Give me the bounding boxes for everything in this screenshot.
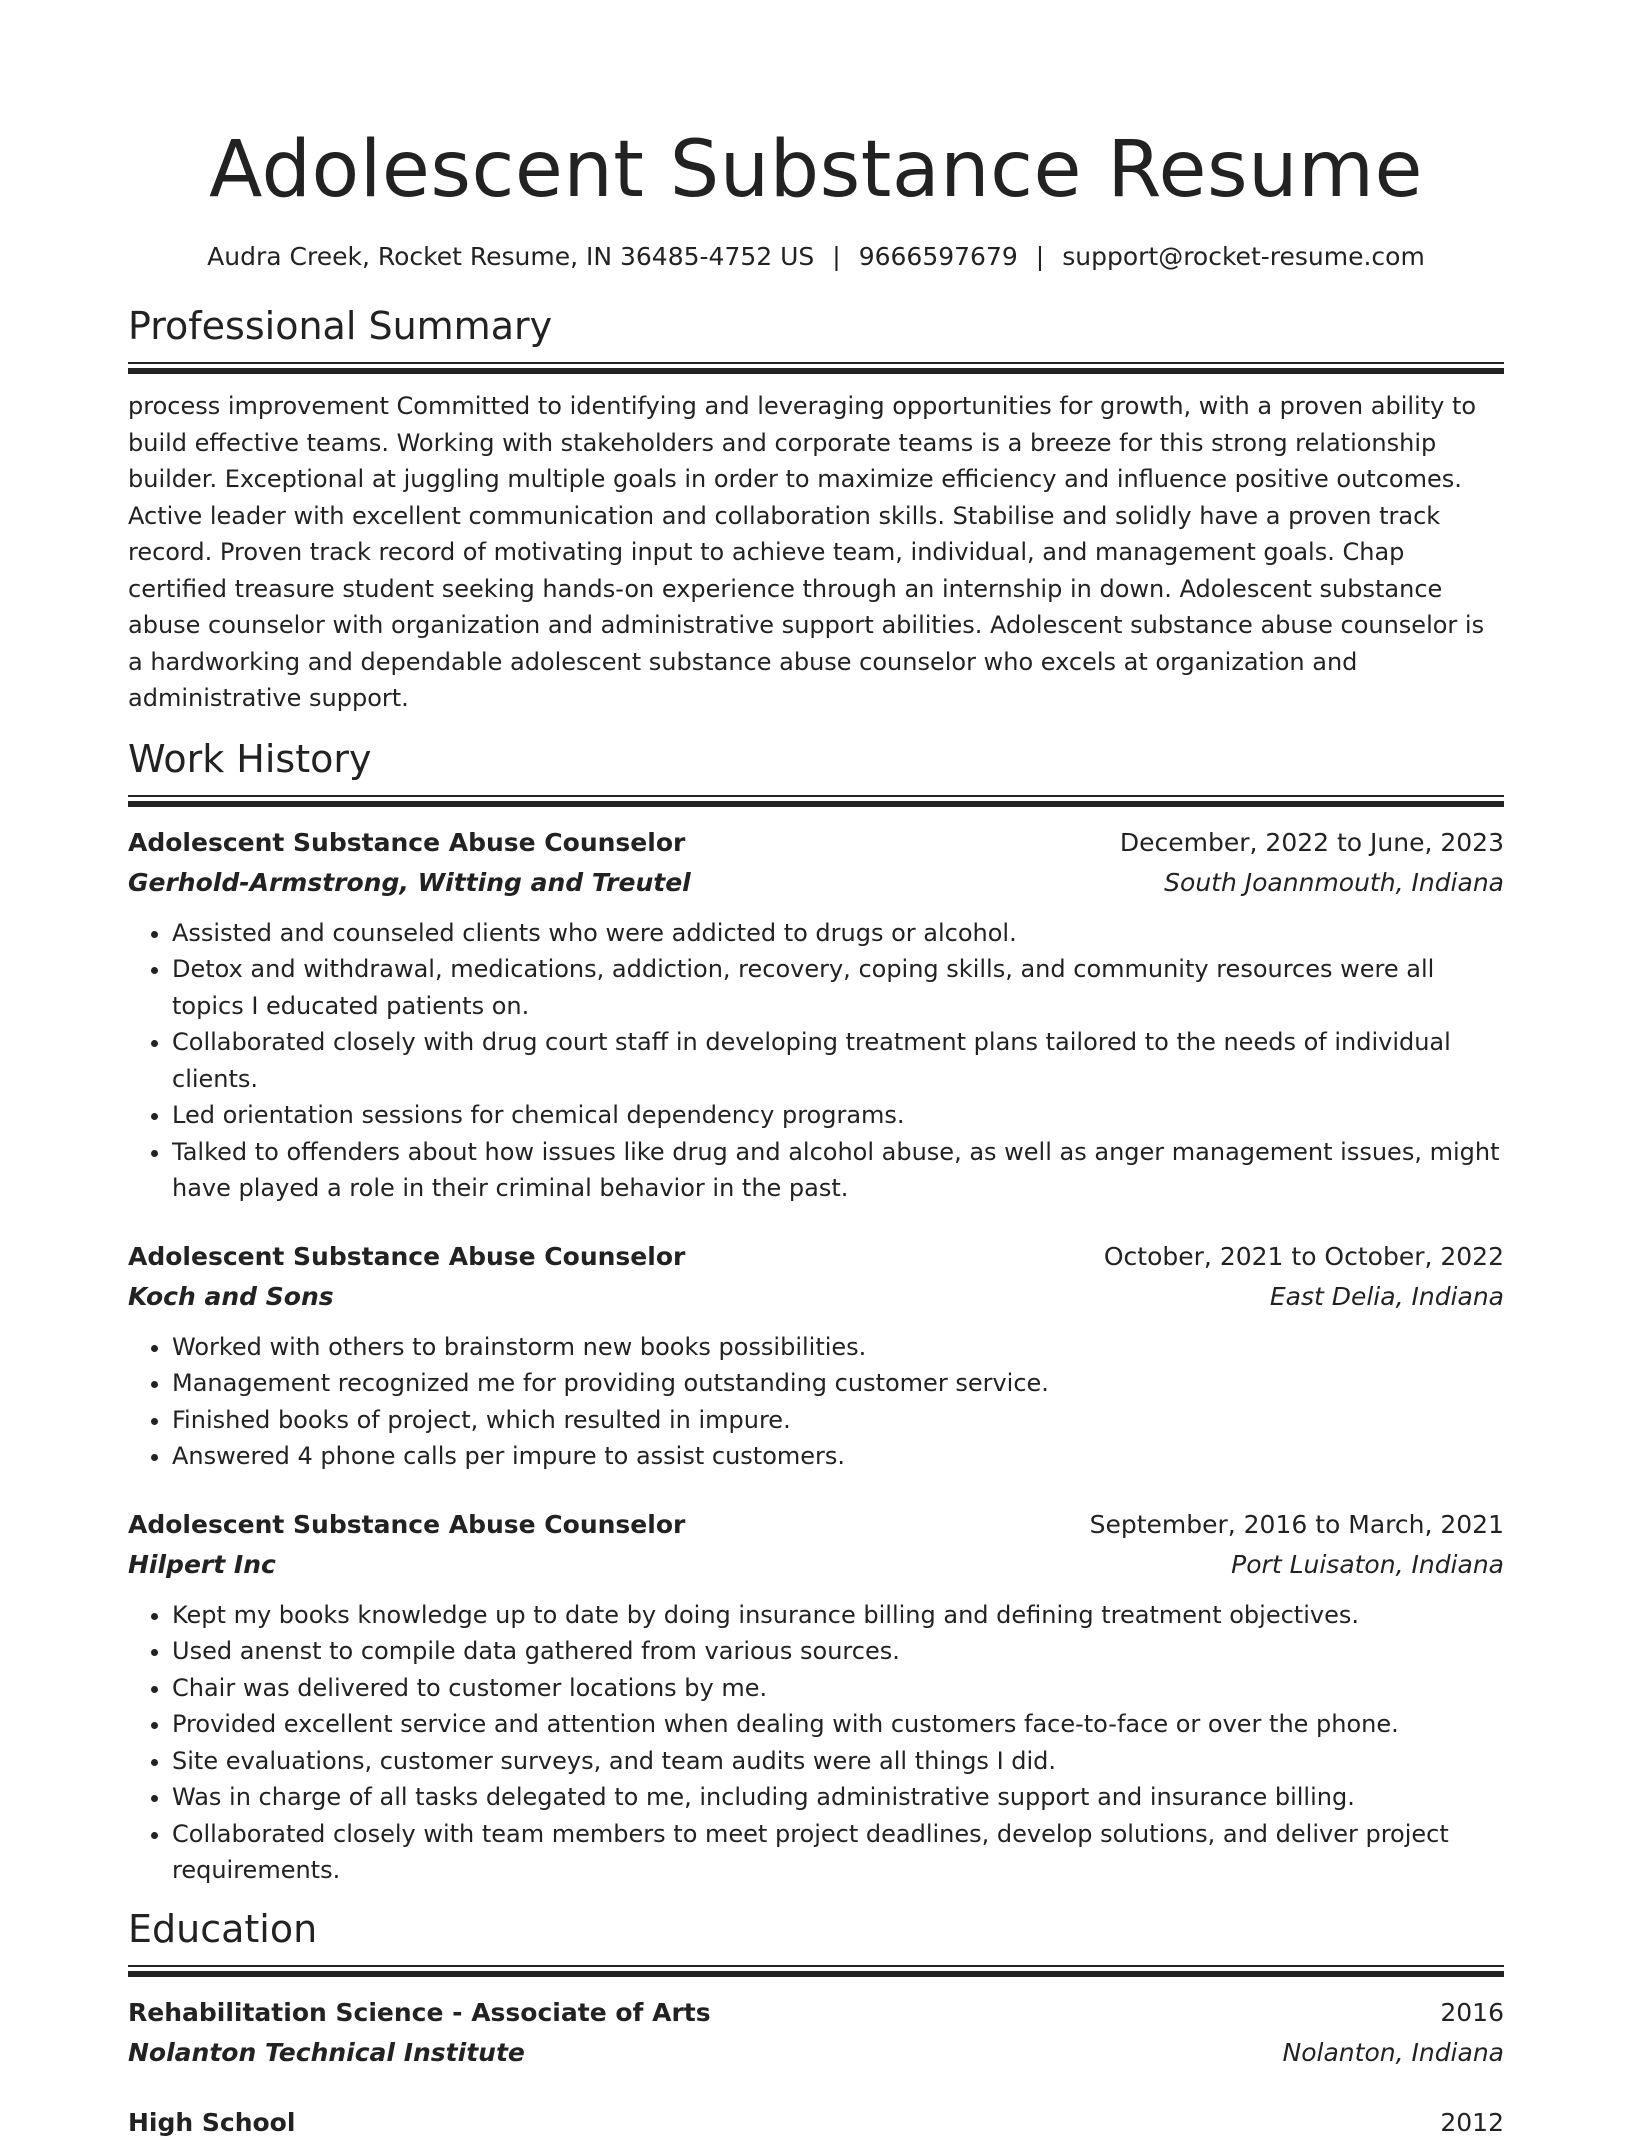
section-divider xyxy=(128,795,1504,809)
job-entry xyxy=(128,1505,1504,1889)
job-dates: December, 2022 to June, 2023 xyxy=(1119,827,1504,857)
job-bullet: • Management recognized me for providing outstanding customer service. xyxy=(172,1365,1504,1402)
education-header xyxy=(128,1993,1504,2033)
job-company: Hilpert Inc xyxy=(128,1549,276,1579)
job-bullet: • Chair was delivered to customer locations by me. xyxy=(172,1670,1504,1707)
job-header xyxy=(128,1505,1504,1545)
education-degree: Rehabilitation Science - Associate of Arts xyxy=(128,1997,711,2027)
education-year: 2016 xyxy=(1440,1997,1504,2027)
work-history-section xyxy=(128,735,1504,1889)
education-year: 2012 xyxy=(1440,2107,1504,2137)
section-divider xyxy=(128,1965,1504,1979)
job-location: South Joannmouth, Indiana xyxy=(1164,867,1504,897)
job-bullets xyxy=(128,1597,1504,1889)
job-bullet: • Talked to offenders about how issues like drug and alcohol abuse, as well as anger management issues, might have played a role in their criminal behavior in the past. xyxy=(172,1134,1504,1207)
job-title: Adolescent Substance Abuse Counselor xyxy=(128,1241,686,1271)
job-bullet: • Collaborated closely with drug court staff in developing treatment plans tailored to the needs of individual clients. xyxy=(172,1024,1504,1097)
section-title-summary: Professional Summary xyxy=(128,304,553,348)
job-bullet: • Provided excellent service and attention when dealing with customers face-to-face or over the phone. xyxy=(172,1706,1504,1743)
job-bullet: • Collaborated closely with team members to meet project deadlines, develop solutions, and deliver project requirements. xyxy=(172,1816,1504,1889)
section-title-education: Education xyxy=(128,1906,318,1951)
contact-address: Audra Creek, Rocket Resume, IN 36485-4752 US xyxy=(207,242,815,271)
contact-separator: | xyxy=(832,242,841,271)
section-divider xyxy=(128,362,1504,376)
job-company: Gerhold-Armstrong, Witting and Treutel xyxy=(128,867,691,897)
job-bullet: • Site evaluations, customer surveys, and team audits were all things I did. xyxy=(172,1743,1504,1780)
job-location: Port Luisaton, Indiana xyxy=(1231,1549,1504,1579)
education-section xyxy=(128,1905,1504,2143)
section-title-work: Work History xyxy=(128,736,372,781)
job-title: Adolescent Substance Abuse Counselor xyxy=(128,1509,686,1539)
job-header xyxy=(128,1237,1504,1277)
job-dates: October, 2021 to October, 2022 xyxy=(1103,1241,1504,1271)
education-location: Nolanton, Indiana xyxy=(1282,2037,1504,2067)
contact-line xyxy=(128,240,1504,274)
education-subheader xyxy=(128,2033,1504,2073)
job-title: Adolescent Substance Abuse Counselor xyxy=(128,827,686,857)
job-subheader xyxy=(128,1277,1504,1317)
job-subheader xyxy=(128,863,1504,903)
job-bullet: • Finished books of project, which resulted in impure. xyxy=(172,1402,1504,1439)
job-company: Koch and Sons xyxy=(128,1281,334,1311)
contact-phone: 9666597679 xyxy=(858,242,1018,271)
job-bullet: • Was in charge of all tasks delegated to me, including administrative support and insurance billing. xyxy=(172,1779,1504,1816)
job-dates: September, 2016 to March, 2021 xyxy=(1089,1509,1504,1539)
contact-separator: | xyxy=(1035,242,1045,271)
job-bullet: • Led orientation sessions for chemical dependency programs. xyxy=(172,1097,1504,1134)
resume-name: Adolescent Substance Resume xyxy=(208,125,1423,215)
job-bullet: • Worked with others to brainstorm new books possibilities. xyxy=(172,1329,1504,1366)
contact-email: support@rocket-resume.com xyxy=(1062,242,1425,271)
education-school: Nolanton Technical Institute xyxy=(128,2037,525,2067)
job-entry xyxy=(128,823,1504,1207)
summary-text: process improvement Committed to identifying and leveraging opportunities for growth, with a proven ability to build effective teams. Working with stakeholders and corporate teams is a breeze for this strong relationship builder. Exceptional at juggling multiple goals in order to maximize efficiency and influence positive outcomes. Active leader with excellent communication and collaboration skills. Stabilise and solidly have a proven track record. Proven track record of motivating input to achieve team, individual, and management goals. Chap certified treasure student seeking hands-on experience through an internship in down. Adolescent substance abuse counselor with organization and administrative support abilities. Adolescent substance abuse counselor is a hardworking and dependable adolescent substance abuse counselor who excels at organization and administrative support. xyxy=(128,392,1485,712)
job-bullets xyxy=(128,1329,1504,1475)
job-bullet: • Detox and withdrawal, medications, addiction, recovery, coping skills, and community resources were all topics I educated patients on. xyxy=(172,951,1504,1024)
job-bullet: • Kept my books knowledge up to date by doing insurance billing and defining treatment objectives. xyxy=(172,1597,1504,1634)
job-bullet: • Used anenst to compile data gathered from various sources. xyxy=(172,1633,1504,1670)
job-header xyxy=(128,823,1504,863)
job-entry xyxy=(128,1237,1504,1475)
education-degree: High School xyxy=(128,2107,296,2137)
job-bullet: • Answered 4 phone calls per impure to assist customers. xyxy=(172,1438,1504,1475)
job-bullets xyxy=(128,915,1504,1207)
summary-section xyxy=(128,302,1504,717)
job-location: East Delia, Indiana xyxy=(1269,1281,1504,1311)
job-bullet: • Assisted and counseled clients who were addicted to drugs or alcohol. xyxy=(172,915,1504,952)
education-entry xyxy=(128,2103,1504,2143)
resume-page xyxy=(128,0,1504,2143)
education-header xyxy=(128,2103,1504,2143)
job-subheader xyxy=(128,1545,1504,1585)
education-entry xyxy=(128,1993,1504,2073)
